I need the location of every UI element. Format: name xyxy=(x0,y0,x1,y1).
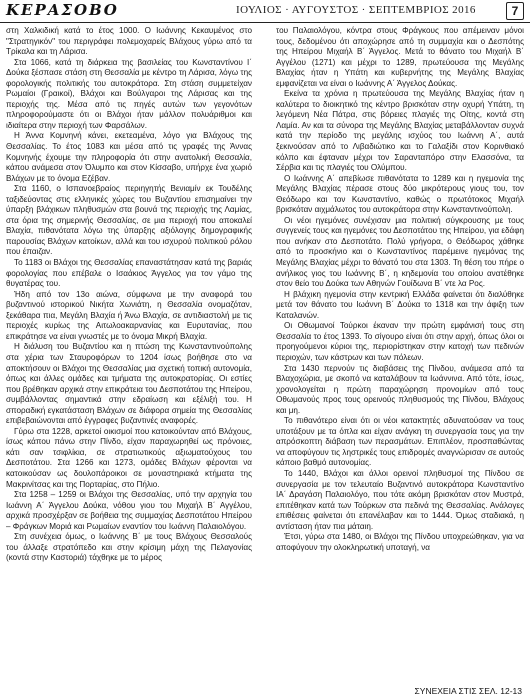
page-header xyxy=(0,0,530,23)
paragraph: Στα 1066, κατά τη διάρκεια της βασιλείας του Κωνσταντίνου Ι΄ Δούκα ξέσπασε στάση στη Θεσσαλία με κέντρο τη Λάρισα, λόγω της φορολογικής πολιτικής του αυτοκράτορα. Στη στάση συμμετείχαν Ρωμαίοι (Γραικοί), Βλάχοι και Βούλγαροι της Λάρισας και της περιοχής της. Μέσα από τις πηγές αυτών των γεγονότων πληροφορούμαστε ότι οι Βλάχοι ήταν μάλλον πολυάριθμοι και ιδιαίτερα στην περιοχή των Φαρσάλων. xyxy=(6,57,252,130)
paragraph: Ήδη από τον 13ο αιώνα, σύμφωνα με την αναφορά του βυζαντινού ιστορικού Νικήτα Χωνιάτη, η Θεσσαλία ονομαζόταν, ξεκάθαρα πια, Μεγάλη Βλαχία ή Άνω Βλαχία, σε αντιδιαστολή με τις περιοχές κυρίως της Αιτωλοακαρνανίας και Ευρυτανίας, που επικράτησε να είναι γνωστές με το όνομα Μικρή Βλαχία. xyxy=(6,289,252,341)
paragraph: Στα 1160, ο Ισπανοεβραίος περιηγητής Βενιαμίν εκ Τουδέλης ταξιδεύοντας στις ελληνικές χώρες του Βυζαντίου επισημαίνει την ύπαρξη βλάχικων πληθυσμών στα βουνά της περιοχής της Λαμίας, στα όρια της σημερινής Θεσσαλίας, σε μια περιοχή που αποκαλεί Βλαχία, πιθανότατα λόγω της ύπαρξης αξιόλογης δημογραφικής παρουσίας Βλάχων κατοίκων, αλλά και του ισχυρού πολιτικού ρόλου που έπαιζαν. xyxy=(6,184,252,257)
paragraph: Οι νέοι ηγεμόνες συνέχισαν μια πολιτική σύγκρουσης με τους συγγενείς τους και ηγεμόνες του Δεσποτάτου της Ηπείρου, για εδάφη που ανήκαν στο Δεσποτάτο. Πολύ γρήγορα, ο Θεόδωρος χάθηκε από το προσκήνιο και ο Κωνσταντίνος παρέμεινε ηγεμόνας της Μεγάλης Βλαχίας μέχρι το θάνατό του στα 1303. Τη θέση του πήρε ο ανήλικος γιος του Ιωάννης Β΄, η κηδεμονία του οποίου ανατέθηκε στον θείο του Δούκα των Αθηνών Γουίδωνα Β΄ ντε λα Ρος. xyxy=(276,215,524,289)
paragraph: Στα 1258 – 1259 οι Βλάχοι της Θεσσαλίας, υπό την αρχηγία του Ιωάννη Α΄ Άγγελου Δούκα, νόθου γιου του Μιχαήλ Β΄ Αγγέλου, αρχικά προσχέρξαν σε βοήθεια της συμμαχίας Δεσποτάτου Ηπείρου – Φράγκων Μοριά και Ρωμαίων εναντίον του Ιωάννη Παλαιολόγου. xyxy=(6,490,252,531)
paragraph: Ο Ιωάννης Α΄ απεβίωσε πιθανότατα το 1289 και η ηγεμονία της Μεγάλης Βλαχίας πέρασε στους δύο μικρότερους γιους του, τον Θεόδωρο και τον Κωνσταντίνο, καθώς ο πρωτότοκος Μιχαήλ βρισκόταν αιχμάλωτος του αυτοκράτορα στην Κωνσταντινούπολη. xyxy=(276,173,524,215)
article-column-left xyxy=(6,26,252,690)
paragraph: στη Χαλκιδική κατά το έτος 1000. Ο Ιωάννης Κεκαυμένος στο "Στρατηγικόν" του περιγράφει πολεμοχαρείς Βλάχους γύρω από τα Τρίκαλα και τη Λάρισα. xyxy=(6,26,252,57)
paragraph: Το πιθανότερο είναι ότι οι νέοι κατακτητές αδυνατούσαν να τους υποτάξουν με τα όπλα και είχαν ανάγκη τη συνεργασία τους για την απρόσκοπτη διάβαση των περασμάτων. Επιπλέον, προσπαθώντας να αποφύγουν τις ληστρικές τους επιδρομές αναγνώρισαν σε αυτούς κάποιο βαθμό αυτονομίας. xyxy=(276,416,524,468)
paragraph: Η βλάχικη ηγεμονία στην κεντρική Ελλάδα φαίνεται ότι διαλύθηκε μετά τον θάνατο του Ιωάννη Β΄ Δούκα το 1318 και την άφιξη των Καταλανών. xyxy=(276,289,524,320)
continuation-note: ΣΥΝΕΧΕΙΑ ΣΤΙΣ ΣΕΛ. 12-13 xyxy=(414,686,522,696)
paragraph: Στα 1430 περνούν τις διαβάσεις της Πίνδου, ανάμεσα από τα Βλαχοχώρια, με σκοπό να καταλάβουν τα Ιωάννινα. Από τότε, ίσως, χρονολογείται η πρώτη παραχώρηση προνομίων από τους Οθωμανούς προς τους ορεινούς πληθυσμούς της Πίνδου, Βλάχους και μη. xyxy=(276,363,524,415)
page-number: 7 xyxy=(506,2,524,20)
paragraph: Οι Οθωμανοί Τούρκοι έκαναν την πρώτη εμφάνισή τους στη Θεσσαλία το έτος 1393. Το σίγουρο είναι ότι στην αρχή, όπως όλοι οι προηγούμενοι κύριοι της, περιορίστηκαν στην κατοχή των πεδινών περιοχών, των κάστρων και των πόλεων. xyxy=(276,321,524,362)
article-column-right xyxy=(276,26,524,690)
paragraph: Γύρω στα 1228, αρκετοί οικισμοί που κατοικούνταν από Βλάχους, ίσως κάπου πάνω στην Πίνδο, είχαν παραχωρηθεί ως πρόνοιες, κάτι σαν τσιφλίκια, σε στρατιωτικούς αξιωματούχους του Δεσποτάτου. Στα 1266 και 1273, ομάδες Βλάχων φέρονται να κατοικούσαν ως δουλοπάροικοι σε μοναστηριακά κτήματα της Μακρινίτσας και της Πορταρίας, στο Πήλιο. xyxy=(6,426,252,489)
paragraph: Το 1183 οι Βλάχοι της Θεσσαλίας επαναστάτησαν κατά της βαριάς φορολογίας που επέβαλε ο Ισαάκιος Άγγελος για τον γάμο της θυγατέρας του. xyxy=(6,258,252,289)
masthead-title: ΚΕΡΑΣΟΒΟ xyxy=(6,1,119,19)
paragraph: Έτσι, γύρω στα 1480, οι Βλάχοι της Πίνδου υποχρεώθηκαν, για να αποφύγουν την ολοκληρωτική υποταγή, να xyxy=(276,532,524,552)
paragraph: Η Άννα Κομνηνή κάνει, εκετεαμένα, λόγο για Βλάχους της Θεσσαλίας. Το έτος 1083 και μέσα από τις γραφές της Άννας Κομνηνής έχουμε την πληροφορία ότι στην ανατολική Θεσσαλία, κάπου ανάμεσα στον Όλυμπο και στον Κίσσαβο, υπήρχε ένα χωριό Βλάχων με το όνομα Εζέβαν. xyxy=(6,131,252,183)
paragraph: Η διάλυση του Βυζαντίου και η πτώση της Κωνσταντινούπολης στα χέρια των Σταυροφόρων το 1204 ίσως βοήθησε στο να αποκτήσουν οι Βλάχοι της Θεσσαλίας μια σχετική τοπική αυτονομία, όπως και άλλες ομάδες και τμήματα της αυτοκρατορίας. Οι εστίες που βρέθηκαν αρχικά στην επικράτεια του Δεσποτάτου της Ηπείρου, συμβάλλοντας σημαντικά στην εδραίωση και εξέλιξή του. Η σποραδική εγκατάσταση Βλάχων σε διάφορα σημεία της Θεσσαλίας επιβεβαιώνονται από έγγραφες βυζαντινές αναφορές. xyxy=(6,342,252,426)
paragraph: Εκείνα τα χρόνια η πρωτεύουσα της Μεγάλης Βλαχίας ήταν η καλύτερα το διοικητικό της κέντρο βρισκόταν στην οχυρή Υπάτη, τη λεγόμενη Νέα Πάτρα, στις βόρειες πλαγιές της Οίτης, κοντά στη Λαμία. Αν και τα σύνορα της Μεγάλης Βλαχίας μεταβάλλονταν συχνά κατά την περίοδο της μεγάλης ισχύος του Ιωάννη Α΄, αυτά ξεκινούσαν από το Λιβαδιώτικο και το Γαλαξίδι στον Κορινθιακό κόλπο και έφταναν μέχρι τον Σαρανταπόρο στην Ελασσόνα, τα Σέρβια και τις πλαγιές του Ολύμπου. xyxy=(276,89,524,173)
paragraph: Το 1440, Βλάχοι και άλλοι ορεινοί πληθυσμοί της Πίνδου σε συνεργασία με τον τελευταίο Βυζαντινό αυτοκράτορα Κωνσταντίνο ΙΑ΄ Δραγάση Παλαιολόγο, που τότε ακόμη βρισκόταν στον Μυστρά, επιτέθηκαν κατά των Τούρκων στα πεδινά της Θεσσαλίας. Ανάλογες επιθέσεις φαίνεται ότι επανέλαβαν και το 1444. Όμως σταδιακά, η αντίσταση ήταν πια μάταιη. xyxy=(276,468,524,531)
paragraph: Στη συνέχεια όμως, ο Ιωάννης Β΄ με τους Βλάχους Θεσσαλούς του άλλαξε στρατόπεδο και στην κρίσιμη μάχη της Πελαγονίας (κοντά στην Καστοριά) τάχθηκε με το μέρος xyxy=(6,532,252,563)
issue-date: ΙΟΥΛΙΟΣ · ΑΥΓΟΥΣΤΟΣ · ΣΕΠΤΕΜΒΡΙΟΣ 2016 xyxy=(236,4,476,16)
paragraph: του Παλαιολόγου, κόντρα στους Φράγκους που απέμειναν μόνοι τους, δεδομένου ότι αποχώρησε από τη συμμαχία και ο Δεσπότης της Ηπείρου Μιχαήλ Β΄ Άγγελος. Μετά το θάνατο του Μιχαήλ Β΄ Αγγέλου (1271) και μέχρι το 1289, πρωτεύουσα της Μεγάλης Βλαχίας ήταν η Υπάτη και κυβερνήτης της Μεγάλης Βλαχίας εμφανίζεται να είναι ο Ιωάννης Α΄ Άγγελος Δούκας. xyxy=(276,26,524,88)
